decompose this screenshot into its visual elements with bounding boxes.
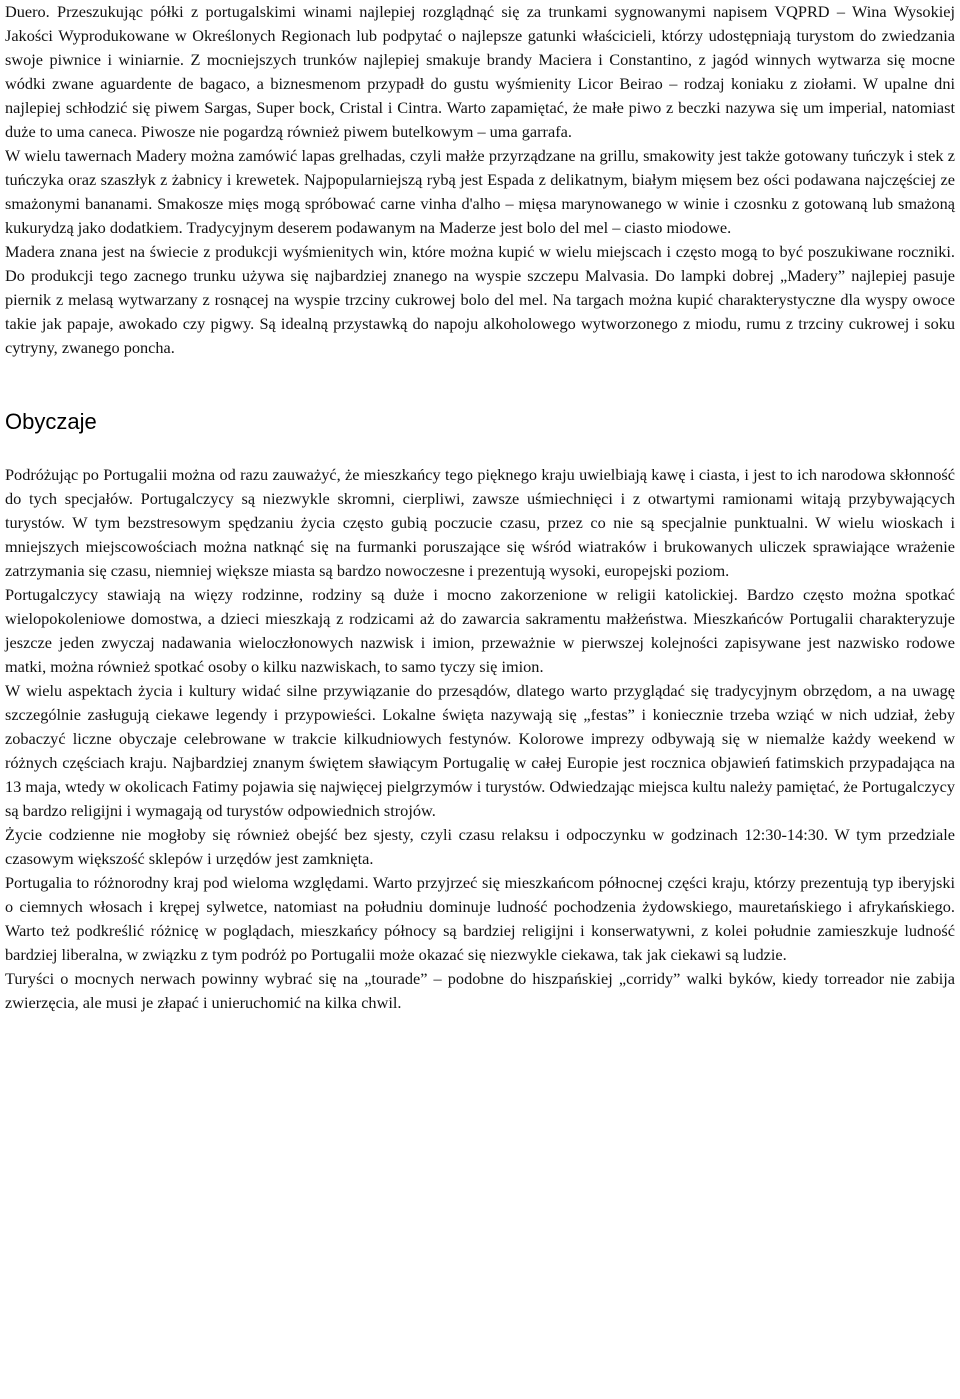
paragraph-festivals: W wielu aspektach życia i kultury widać silne przywiązanie do przesądów, dlatego warto przyglądać się tradycyjnym obrzędom, a na uwagę szczególnie zasługują ciekawe legendy i przypowieści. Lokalne święta nazywają się „festas” i koniecznie trzeba wziąć w nich udział, żeby zobaczyć liczne obyczaje celebrowane w trakcie kilkudniowych festynów. Kolorowe imprezy odbywają się w niemalże każdy weekend w różnych częściach kraju. Najbardziej znanym świętem sławiącym Portugalię w całej Europie jest rocznica objawień fatimskich przypadająca na 13 maja, wtedy w okolicach Fatimy pojawia się najwięcej pielgrzymów i turystów. Odwiedzając miejsca kultu należy pamiętać, że Portugalczycy są bardzo religijni i wymagają od turystów odpowiednich strojów. [5, 681, 955, 820]
section-heading-customs: Obyczaje [5, 409, 97, 434]
paragraph-family: Portugalczycy stawiają na więzy rodzinne, rodziny są duże i mocno zakorzenione w religii katolickiej. Bardzo często można spotkać wielopokoleniowe domostwa, a dzieci mieszkają z rodzicami aż do zawarcia sakramentu małżeństwa. Mieszkańców Portugalii charakteryzuje jeszcze jeden zwyczaj nadawania wieloczłonowych nazwisk i imion, przeważnie w pierwszej kolejności zapisywane jest nazwisko rodowe matki, można również spotkać osoby o kilku nazwiskach, to samo tyczy się imion. [5, 585, 955, 676]
paragraph-madeira-food: W wielu tawernach Madery można zamówić lapas grelhadas, czyli małże przyrządzane na grillu, smakowity jest także gotowany tuńczyk i stek z tuńczyka oraz szaszłyk z żabnicy i krewetek. Najpopularniejszą rybą jest Espada z delikatnym, białym mięsem bez ości podawana najczęściej ze smażonymi bananami. Smakosze mięs mogą spróbować carne vinha d'alho – mięsa marynowanego w winie i czosnku z gotowaną lub smażoną kukurydzą jako dodatkiem. Tradycyjnym deserem podawanym na Maderze jest bolo del mel – ciasto miodowe. [5, 146, 955, 237]
paragraph-wines: Duero. Przeszukując półki z portugalskimi winami najlepiej rozglądnąć się za trunkami sygnowanymi napisem VQPRD – Wina Wysokiej Jakości Wyprodukowane w Określonych Regionach lub podpytać o najlepsze gatunki właścicieli, którzy udostępniają turystom do zwiedzania swoje piwnice i winiarnie. Z mocniejszych trunków najlepiej smakuje brandy Maciera i Constantino, z jagód winnych wytwarza się mocne wódki zwane aguardente de bagaco, a biznesmenom przypadł do gustu wyśmienity Licor Beirao – rodzaj koniaku z ziołami. W upalne dni najlepiej schłodzić się piwem Sargas, Super bock, Cristal i Cintra. Warto zapamiętać, że małe piwo z beczki nazywa się um imperial, natomiast duże to uma caneca. Piwosze nie pogardzą również piwem butelkowym – uma garrafa. [5, 2, 955, 141]
paragraph-siesta: Życie codzienne nie mogłoby się również obejść bez sjesty, czyli czasu relaksu i odpoczynku w godzinach 12:30-14:30. W tym przedziale czasowym większość sklepów i urzędów jest zamknięta. [5, 825, 955, 868]
paragraph-tourada: Turyści o mocnych nerwach powinny wybrać się na „tourade” – podobne do hiszpańskiej „corridy” walki byków, kiedy torreador nie zabija zwierzęcia, ale musi je złapać i unieruchomić na kilka chwil. [5, 969, 955, 1012]
paragraph-regions: Portugalia to różnorodny kraj pod wieloma względami. Warto przyjrzeć się mieszkańcom północnej części kraju, którzy prezentują typ iberyjski o ciemnych włosach i krępej sylwetce, natomiast na południu dominuje ludność pochodzenia żydowskiego, mauretańskiego i afrykańskiego. Warto też podkreślić różnicę w poglądach, mieszkańcy północy są bardziej religijni i konserwatywni, z kolei południe zamieszkuje ludność bardziej liberalna, w związku z tym podróż po Portugalii może okazać się niezwykle ciekawa, tak jak ciekawi są ludzie. [5, 873, 955, 964]
paragraph-madeira-wine: Madera znana jest na świecie z produkcji wyśmienitych win, które można kupić w wielu miejscach i często mogą to być poszukiwane roczniki. Do produkcji tego zacnego trunku używa się najbardziej znanego na wyspie szczepu Malvasia. Do lampki dobrej „Madery” najlepiej pasuje piernik z melasą wytwarzany z rosnącej na wyspie trzciny cukrowej bolo del mel. Na targach można kupić charakterystyczne dla wyspy owoce takie jak papaje, awokado czy pigwy. Są idealną przystawką do napoju alkoholowego wytworzonego z miodu, rumu z trzciny cukrowej i soku cytryny, zwanego poncha. [5, 242, 955, 357]
paragraph-customs-intro: Podróżując po Portugalii można od razu zauważyć, że mieszkańcy tego pięknego kraju uwielbiają kawę i ciasta, i jest to ich narodowa skłonność do tych specjałów. Portugalczycy są niezwykle skromni, cierpliwi, zawsze uśmiechnięci i z otwartymi ramionami witają przybywających turystów. W tym bezstresowym spędzaniu życia często gubią poczucie czasu, przez co nie są specjalnie punktualni. W wielu wioskach i mniejszych miejscowościach można natknąć się na furmanki poruszające się wśród wiatraków i brukowanych uliczek sprawiające wrażenie zatrzymania się czasu, niemniej większe miasta są bardzo nowoczesne i prezentują wysoki, europejski poziom. [5, 465, 955, 580]
section-spacer [5, 360, 955, 408]
